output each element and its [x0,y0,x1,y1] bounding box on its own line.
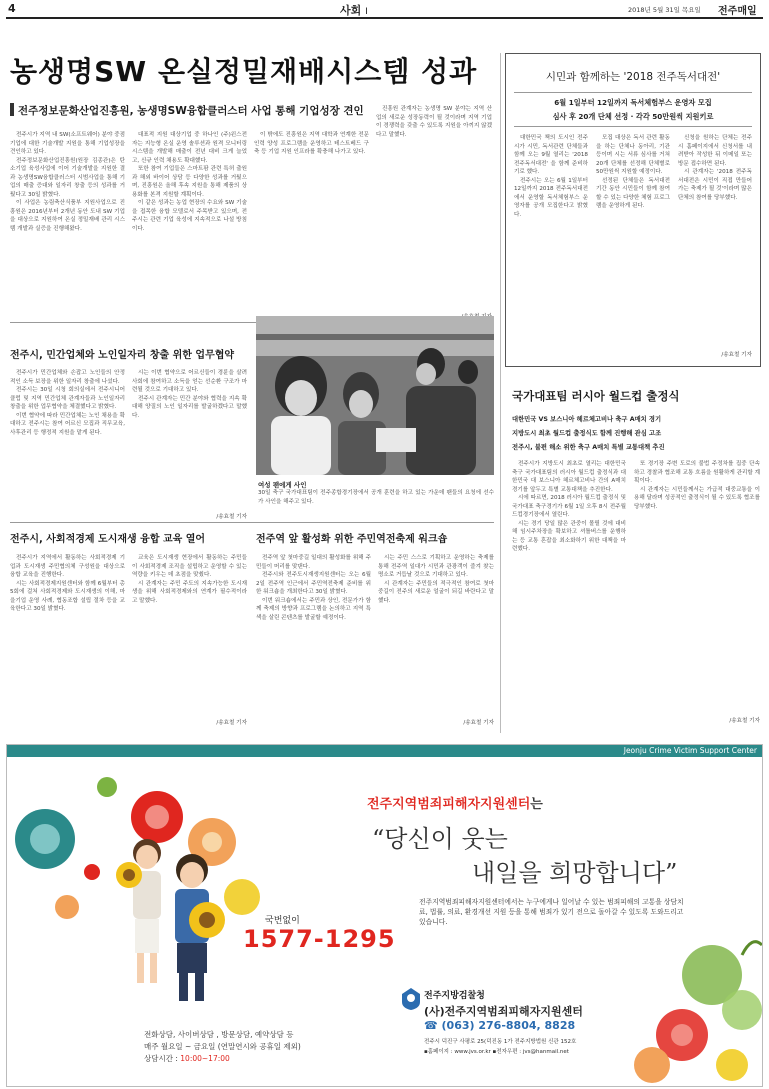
section-label: 사회 Ⅰ [340,4,368,17]
box-sub2: 심사 후 20개 단체 선정 · 각각 50만원씩 지원키로 [552,112,714,121]
paper-name: 전주매일 [718,6,757,17]
victim-support-ad [6,744,763,1087]
main-col-1: 전주시가 지역 내 SW(소프트웨어) 분야 중점기업에 대한 기술개발 지원을 통해 기업성장을 견인하고 있다. 전주정보문화산업진흥원(원장 김종관)은 탄소기업 육성사업에 이어 기술개발을 지원한 결과 농생명SW융합클러스터 시범사업을 통해 기업의 매출 증대와 일자리 창출 등의 성과를 거뒀다고 30일 밝혔다. 이 사업은 농림축산식품부 지원사업으로 진흥원은 2016년부터 2개년 동안 도내 SW 기업을 대상으로 지원하여 온실 정밀재배 관리 시스템 개발과 실증을 진행해왔다. [10,132,125,233]
box-rule [514,92,752,93]
ad-org1: 전주지방검찰청 [424,991,485,1001]
ad-description: 전주지역범죄피해자지원센터에서는 누구에게나 일어날 수 있는 범죄피해의 고통을 상담치료, 법률, 의료, 환경개선 지원 등을 통해 범죄가 있기 전으로 돌아갈 수 있도록 도와드리고 있습니다. [419,898,684,926]
main-subtitle: 전주정보문화산업진흥원, 농생명SW융합클러스터 사업 통해 기업성장 견인 [18,105,364,117]
worldcup-sub2: 지방도시 최초 월드컵 출정식도 함께 진행해 관심 고조 [512,430,662,437]
page-header [6,2,763,16]
box-text-3: 신청을 원하는 단체는 전주시 홈페이지에서 신청서를 내려받아 작성한 뒤 이메일 또는 방문 접수하면 된다. 시 관계자는 '2018 전주독서대전은 시민이 직접 만들어가는 축제가 될 것'이라며 많은 단체의 참여를 당부했다. [678,135,752,201]
ad-address: 전주시 덕진구 사평로 25(덕진동 1가 전주지방법원 신관 152호 [424,1039,577,1045]
news-photo [256,316,494,475]
worldcup-sub1: 대한민국 VS 보스니아 헤르체고비나 축구 A매치 경기 [512,416,662,423]
ad-contact: ▪홈페이지 : www.jvs.or.kr ▪전자우편 : jvs@hanmail.net [424,1049,569,1055]
main-col-4: 진흥원 관계자는 농생명 SW 분야는 지역 산업의 새로운 성장동력이 될 것이라며 지역 기업이 경쟁력을 갖출 수 있도록 지원을 아끼지 않겠다고 말했다. [376,106,492,138]
main-subtitle-bar [10,103,14,116]
box-text-2: 모집 대상은 독서 관련 활동을 하는 단체나 동아리, 기관 등이며 시는 서류 심사를 거쳐 20개 단체를 선정해 단체별로 50만원씩 지원할 예정이다. 선정된 단체들은 독서대전 기간 동안 시민들이 함께 참여할 수 있는 다양한 체험 프로그램을 운영하게 된다. [596,135,670,210]
col2-byline: /송효철 기자 [216,514,247,520]
ad-service-line: 전화상담, 사이버상담 , 방문상담, 예약상담 등 [144,1030,294,1039]
ad-phone: 1577-1295 [243,925,396,953]
box-byline: /송효철 기자 [721,352,752,358]
col2-text-1: 전주시가 민간업체와 손잡고 노인들의 안정적인 소득 보장을 위한 일자리 창출에 나섰다. 전주시는 30일 시청 회의실에서 전주시니어클럽 및 지역 민간업체 관계자들과 노인일자리 창출을 위한 업무협약을 체결했다고 밝혔다. 이번 협약에 따라 민간업체는 노인 채용을 확대하고 전주시는 참여 어르신 모집과 직무교육, 사후관리 등 행정적 지원을 맡게 된다. [10,370,125,436]
col-left-bottom-text-1: 전주시가 지역에서 활동하는 사회적경제 기업과 도시재생 주민협의체 구성원을 대상으로 융합 교육을 진행한다. 시는 사회적경제지원센터와 함께 6월부터 총 5회에 걸쳐 사회적경제와 도시재생의 이해, 마을기업 운영 사례, 협동조합 설립 절차 등을 교육한다고 30일 밝혔다. [10,555,125,613]
ad-time-value: 10:00~17:00 [180,1054,230,1063]
col-left-bottom-byline: /송효철 기자 [216,720,247,726]
worldcup-text-2: 또 경기장 주변 도로의 불법 주정차를 집중 단속하고 경찰과 협조해 교통 흐름을 원활하게 관리할 계획이다. 시 관계자는 시민들께서는 가급적 대중교통을 이용해 달라며 성공적인 출정식이 될 수 있도록 협조를 당부했다. [634,461,760,510]
main-col-2: 대표적 지원 대상기업 중 하나인 (주)윈스전자는 지능형 온실 운영 솔루션과 원격 모니터링 시스템을 개발해 매출이 전년 대비 크게 늘었고, 신규 인력 채용도 확대했다. 또한 참여 기업들은 스마트팜 관련 특허 출원과 해외 바이어 상담 등 다양한 성과를 거뒀으며, 진흥원은 올해 후속 지원을 통해 제품의 상용화를 본격 지원할 계획이다. 이 같은 성과는 농업 현장의 수요와 SW 기술을 접목한 융합 모델로서 주목받고 있으며, 전주시는 관련 기업 육성에 지속적으로 나설 방침이다. [132,132,247,233]
photo-caption: 30일 축구 국가대표팀이 전주종합경기장에서 공개 훈련을 하고 있는 가운데 팬들의 요청에 선수가 사인을 해주고 있다. [258,490,494,505]
ad-center-english: Jeonju Crime Victim Support Center [623,746,757,755]
worldcup-sub3: 전주시, 불편 해소 위한 축구 A매치 특별 교통대책 추진 [512,444,665,451]
ad-org2: (사)전주지역범죄피해자지원센터 [424,1005,583,1018]
col-mid-bottom-byline: /송효철 기자 [463,720,494,726]
main-col-3: 이 밖에도 진흥원은 지역 대학과 연계한 전문인력 양성 프로그램을 운영하고 테스트베드 구축 등 기업 지원 인프라를 확충해 나가고 있다. [254,132,369,156]
ad-flower-right [592,915,763,1087]
worldcup-byline: /송효철 기자 [729,718,760,724]
box-text-1: 대한민국 책의 도시인 전주시가 시민, 독서관련 단체들과 함께 오는 9월 열리는 '2018 전주독서대전' 을 함께 준비하기로 했다. 전주시는 오는 6월 1일부터 12일까지 2018 전주독서대전에서 운영할 독서체험부스 운영자를 공개 모집한다고 밝혔다. [514,135,588,218]
ad-center-name: 전주지역범죄피해자지원센터 [367,797,531,812]
rule [10,522,494,523]
ad-org-logo-icon [402,988,420,1010]
col-left-bottom-headline: 전주시, 사회적경제 도시재생 융합 교육 열어 [10,534,206,545]
box-rule-2 [514,126,752,127]
col-left-bottom-text-2: 교육은 도시재생 현장에서 활동하는 주민들이 사회적경제 조직을 설립하고 운영할 수 있는 역량을 키우는 데 초점을 맞췄다. 시 관계자는 주민 주도의 지속가능한 도시재생을 위해 사회적경제와의 연계가 필수적이라고 말했다. [132,555,247,604]
ad-free-label: 국번없이 [265,916,300,926]
ad-children-illustration [107,825,237,1015]
ad-hours-line: 매주 월요일 ~ 금요일 (연말연시와 공휴일 제외) [144,1042,301,1051]
page-number: 4 [8,2,16,15]
col-mid-bottom-text-1: 전주역 앞 첫마중길 일대의 활성화를 위해 주민들이 머리를 맞댄다. 전주시와 전주도시재생지원센터는 오는 6월 2일 전주역 인근에서 주민역전축제 준비를 위한 워크숍을 개최한다고 30일 밝혔다. 이번 워크숍에서는 주민과 상인, 전문가가 함께 축제의 방향과 프로그램을 논의하고 지역 특색을 살린 콘텐츠를 발굴할 예정이다. [256,555,371,621]
box-headline: 시민과 함께하는 '2018 전주독서대전' [545,71,721,83]
photo-caption-label: 여성 팬에게 사인 [258,481,307,489]
worldcup-headline: 국가대표팀 러시아 월드컵 출정식 [512,389,680,403]
issue-date: 2018년 5월 31일 목요일 [628,6,701,14]
box-sub1: 6월 1일부터 12일까지 독서체험부스 운영자 모집 [554,98,712,107]
ad-quote-line2: 내일을 희망합니다” [472,859,678,887]
col2-headline: 전주시, 민간업체와 노인일자리 창출 위한 업무협약 [10,350,235,361]
ad-tel: ☎ (063) 276-8804, 8828 [424,1019,576,1032]
col2-text-2: 시는 이번 협약으로 어르신들이 경륜을 살려 사회에 참여하고 소득을 얻는 선순환 구조가 마련될 것으로 기대하고 있다. 전주시 관계자는 민간 분야와 협력을 지속 확대해 양질의 노인 일자리를 발굴하겠다고 말했다. [132,370,247,419]
ad-headline [367,793,543,812]
main-headline: 농생명SW 온실정밀재배시스템 성과 [10,55,478,88]
book-festival-box [505,53,761,367]
header-rule [6,17,763,19]
worldcup-text-1: 전주시가 지방도시 최초로 열리는 대한민국 축구 국가대표팀의 러시아 월드컵 출정식과 대한민국 대 보스니아 헤르체고비나 간의 A매치 경기를 앞두고 특별 교통대책을 추진한다. 시에 따르면, 2018 러시아 월드컵 출정식 및 국가대표 축구경기가 6월 1일 오후 8시 전주월드컵경기장에서 열린다. 시는 경기 당일 많은 관중이 몰릴 것에 대비해 임시주차장을 확보하고 셔틀버스를 운행하는 등 교통 혼잡을 최소화하기 위한 대책을 마련했다. [512,461,626,553]
ad-center-particle: 는 [530,797,543,812]
ad-quote-line1: “당신이 웃는 [372,825,508,853]
col-mid-bottom-text-2: 시는 주민 스스로 기획하고 운영하는 축제를 통해 전주역 일대가 시민과 관광객이 즐겨 찾는 명소로 거듭날 것으로 기대하고 있다. 시 관계자는 주민들의 적극적인 참여로 첫마중길이 전주의 새로운 얼굴이 되길 바란다고 말했다. [378,555,494,604]
ad-time-line: 상담시간 : 10:00~17:00 [144,1054,230,1063]
column-divider [500,53,501,733]
col-mid-bottom-headline: 전주역 앞 활성화 위한 주민역전축제 워크숍 [256,534,448,545]
